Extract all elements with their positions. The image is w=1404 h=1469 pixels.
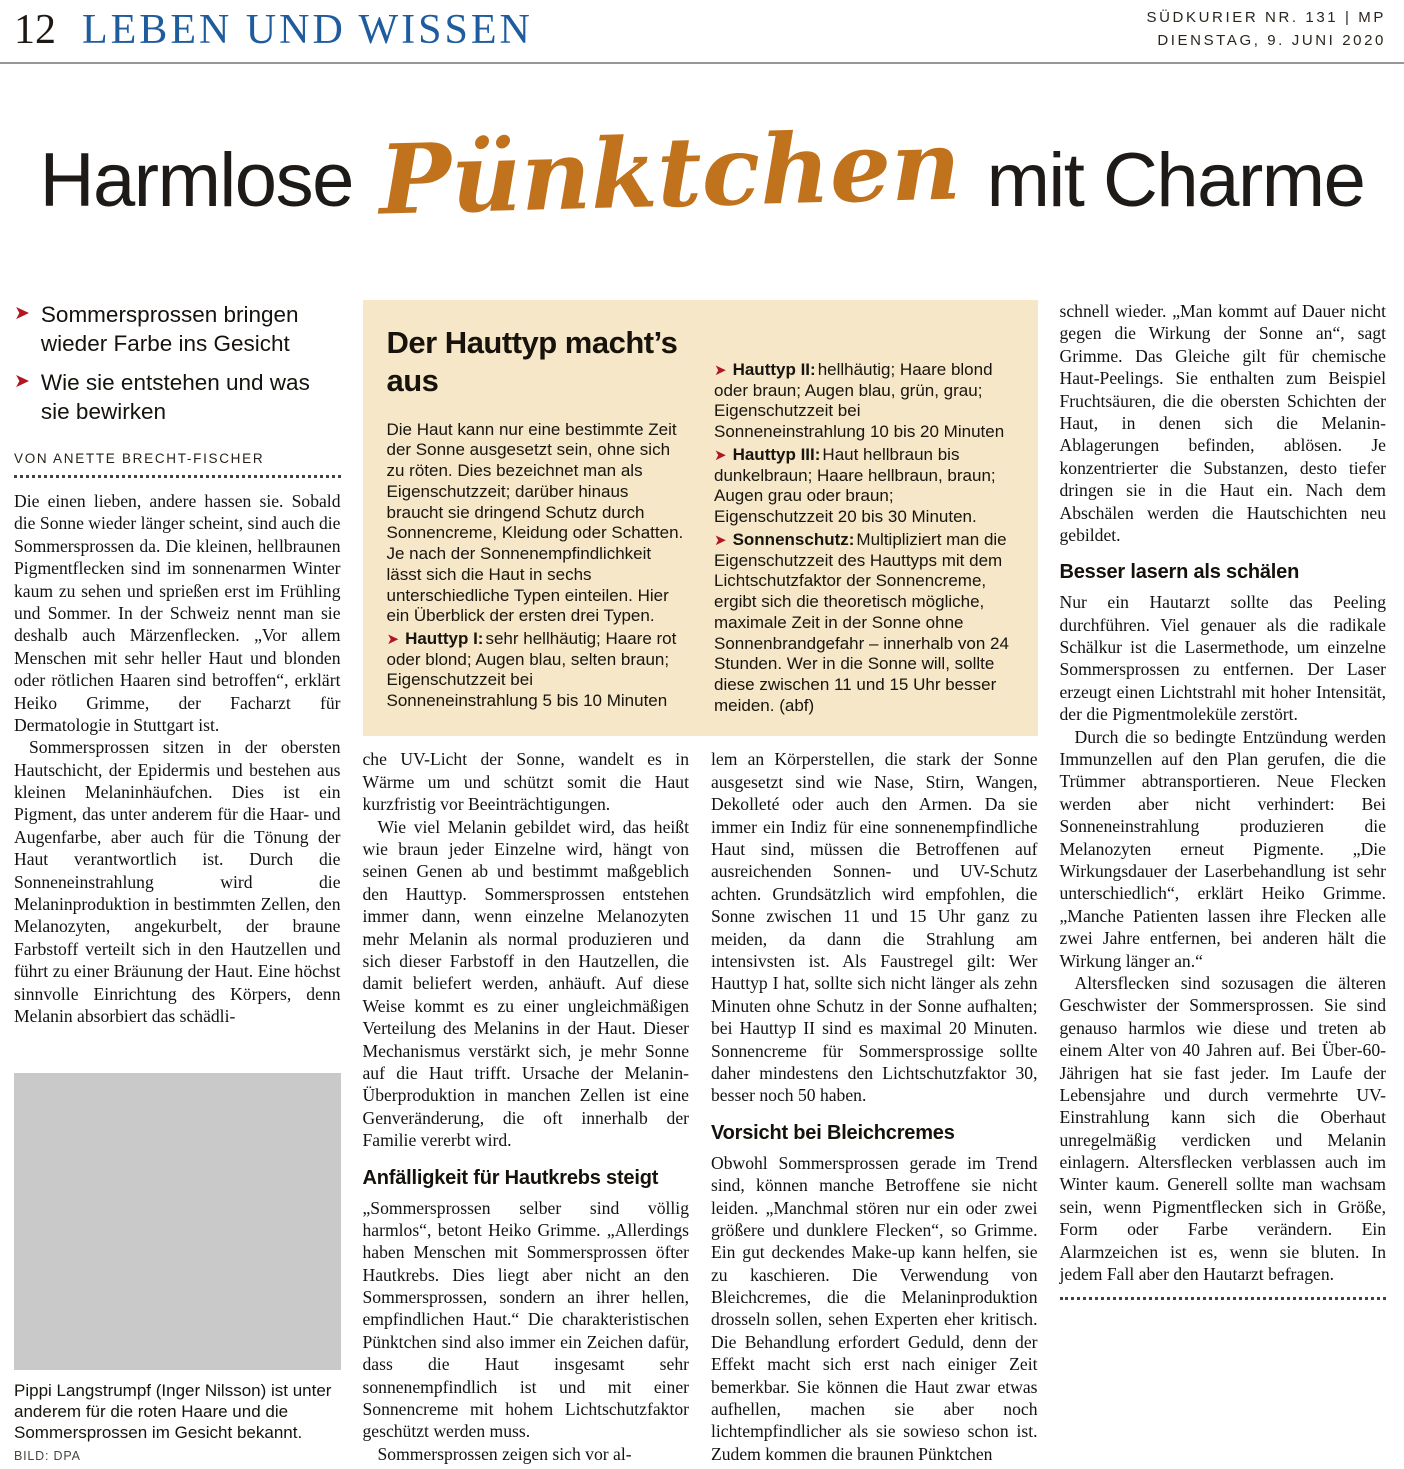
infobox-column-right (714, 324, 1014, 716)
masthead-left (14, 6, 533, 54)
article-photo (14, 1073, 341, 1466)
infobox-item-text: hellhäutig; Haare blond oder braun; Augen blau, grün, grau; Eigenschutzzeit bei Sonneneinstrahlung 10 bis 20 Minuten (714, 360, 1005, 442)
teaser-item (14, 300, 341, 359)
dotted-rule-end (1060, 1297, 1387, 1300)
body-paragraph: Wie viel Melanin gebildet wird, das heißt wie braun jeder Einzelne wird, hängt von seinen Genen ab und bestimmt maßgeblich den Hauttyp. Sommersprossen entstehen immer dann, wenn einzelne Melanozyten mehr Melanin als normal produzieren und sich dieser Farbstoff in den Hautzellen, die damit beliefert werden, anhäuft. Auf diese Weise kommt es zu einer ungleichmäßigen Verteilung des Melanins in der Haut. Dieser Mechanismus verstärkt sich, je mehr Sonne auf die Haut trifft. Ursache der Melanin-Überproduktion in manchen Zellen ist eine Genveränderung, die oft innerhalb der Familie vererbt wird. (362, 816, 689, 1151)
article-body (0, 300, 1404, 1469)
arrow-bullet-icon: ➤ (14, 370, 30, 392)
infobox-item (714, 445, 1014, 528)
caption-text: Pippi Langstrumpf (Inger Nilsson) ist unter anderem für die roten Haare und die Sommersprossen im Gesicht bekannt. (14, 1380, 332, 1443)
dotted-rule (14, 475, 341, 478)
infobox-item-label: Hauttyp III: (732, 444, 821, 464)
issue-line-1: SÜDKURIER NR. 131 | MP (1146, 8, 1386, 26)
infobox-column-left (387, 324, 687, 716)
infobox-hauttyp (363, 300, 1038, 736)
arrow-bullet-icon: ➤ (714, 362, 727, 379)
infobox-intro: Die Haut kann nur eine bestimmte Zeit der Sonne ausgesetzt sein, ohne sich zu röten. Dies bezeichnet man als Eigenschutzzeit; darüber hinaus braucht sie dringend Schutz durch Sonnencreme, Kleidung oder Schatten. Je nach der Sonnenempfindlichkeit lässt sich die Haut in sechs unterschiedliche Typen einteilen. Hier ein Überblick der ersten drei Typen. (386, 419, 684, 626)
arrow-bullet-icon: ➤ (14, 303, 30, 324)
body-paragraph: Sommersprossen sitzen in der obersten Hautschicht, der Epidermis und bestehen aus kleinen Melaninhäufchen. Dies ist ein Pigment, das unter anderem für die Haar- und Augenfarbe, aber auch für die Tönung der Haut verantwortlich ist. Durch die Sonneneinstrahlung wird die Melaninproduktion in bestimmten Zellen, den Melanozyten, angekurbelt, der braune Farbstoff verteilt sich in den Hautzellen und führt zu einer Bräunung der Haut. Eine höchst sinnvolle Einrichtung des Körpers, denn Melanin absorbiert das schädli- (14, 737, 341, 1026)
infobox-item (714, 530, 1014, 717)
teaser-text: Wie sie entstehen und was sie bewirken (40, 369, 310, 424)
teaser-text: Sommersprossen bringen wieder Farbe ins Gesicht (40, 302, 299, 357)
teaser-item (14, 368, 341, 427)
column-4 (1060, 300, 1387, 1465)
arrow-bullet-icon: ➤ (714, 531, 727, 549)
column-3 (711, 748, 1038, 1465)
body-paragraph: Sommersprossen zeigen sich vor al- (377, 1443, 632, 1464)
arrow-bullet-icon: ➤ (714, 446, 727, 464)
issue-info (1147, 6, 1386, 55)
body-paragraph: Durch die so bedingte Entzündung werden Immunzellen auf den Plan gerufen, die die Trümmer abtransportieren. Neue Flecken werden aber nicht verhindert: Bei Sonneneinstrahlung produzieren die Melanozyten erneut Pigmente. „Die Wirkungsdauer der Laserbehandlung ist sehr unterschiedlich“, erklärt Heiko Grimme. „Manche Patienten lassen ihre Flecken alle zwei Jahre entfernen, bei anderen hält die Wirkung länger an.“ (1059, 726, 1386, 971)
infobox-item-text: Multipliziert man die Eigenschutzzeit des Hauttyps mit dem Lichtschutzfaktor der Sonnencreme, ergibt sich die theoretisch mögliche, maximale Zeit in der Sonne ohne Sonnenbrandgefahr – innerhalb von 24 Stunden. Wer in die Sonne will, sollte diese zwischen 11 und 15 Uhr besser meiden. (abf) (714, 529, 1009, 715)
headline-part-1: Harmlose (39, 138, 353, 223)
body-paragraph: Altersflecken sind sozusagen die älteren Geschwister der Sommersprossen. Sie sind genauso harmlos wie diese und treten ab einem Alter von 40 Jahren auf. Bei Über-60-Jährigen hat sie fast jeder. Im Laufe der Lebensjahre und durch vermehrte UV-Einstrahlung kann sich die Oberhaut unregelmäßig verdicken und Melanin einlagern. Altersflecken verblassen auch im Winter kaum. Generell sollte man wachsam sein, wenn Pigmentflecken sich in Größe, Form oder Farbe verändern. Ein Alarmzeichen ist es, wenn sie bluten. In jedem Fall aber den Hautarzt befragen. (1059, 972, 1386, 1285)
masthead (0, 0, 1404, 64)
body-paragraph: schnell wieder. „Man kommt auf Dauer nicht gegen die Wirkung der Sonne an“, sagt Grimme. Das Gleiche gilt für chemische Haut-Peelings. Sie enthalten zum Beispiel Fruchtsäuren, die die obersten Schichten der Haut, in denen sich die Melanin-Ablagerungen befinden, ablösen. Je konzentrierter die Substanzen, desto tiefer dringen sie in die Haut ein. Nach dem Abschälen werden die Hautschichten neu gebildet. (1059, 301, 1386, 545)
photo-caption (14, 1380, 341, 1466)
byline: VON ANETTE BRECHT-FISCHER (14, 451, 265, 466)
article-headline (30, 108, 1374, 284)
infobox-item-label: Hauttyp II: (732, 360, 816, 379)
headline-part-accent: Pünktchen (377, 108, 962, 237)
body-paragraph: Die einen lieben, andere hassen sie. Sobald die Sonne wieder länger scheint, sind auch die Sommersprossen da. Die kleinen, hellbraunen Pigmentflecken sind im sonnenarmen Winter kaum zu sehen und sprießen erst im Frühling und Sommer. In der Schweiz nennt man sie deshalb auch Märzenflecken. „Vor allem Menschen mit sehr heller Haut und blonden oder rötlichen Haaren sind betroffen“, erklärt Heiko Grimme, der Facharzt für Dermatologie in Stuttgart ist. (14, 491, 341, 735)
body-paragraph: lem an Körperstellen, die stark der Sonne ausgesetzt sind wie Nase, Stirn, Wangen, Dekolleté oder auch den Armen. Da sie immer ein Indiz für eine sonnenempfindliche Haut sind, müssen die Betroffenen auf ausreichenden Sonnen- und UV-Schutz achten. Grundsätzlich wird empfohlen, die Sonne zwischen 11 und 15 Uhr ganz zu meiden, da dann die Strahlung am intensivsten ist. Als Faustregel gilt: Wer Hauttyp I hat, sollte sich nicht länger als zehn Minuten ohne Schutz in der Sonne aufhalten; bei Hauttyp II sind es maximal 20 Minuten. Sonnencreme für Sommersprossige sollte daher mindestens den Lichtschutzfaktor 30, besser noch 50 haben. (711, 749, 1038, 1106)
subhead-bleichcremes: Vorsicht bei Bleichcremes (711, 1121, 955, 1144)
section-title: LEBEN UND WISSEN (82, 7, 533, 53)
infobox-item (714, 360, 1014, 443)
page-number: 12 (14, 7, 56, 53)
subhead-hautkrebs: Anfälligkeit für Hautkrebs steigt (362, 1166, 659, 1189)
infobox-columns (387, 324, 1014, 716)
infobox-item-text: Haut hellbraun bis dunkelbraun; Haare hellbraun, braun; Augen grau oder braun; Eigenschutzzeit 20 bis 30 Minuten. (714, 444, 996, 527)
infobox-item-text: sehr hellhäutig; Haare rot oder blond; Augen blau, selten braun; Eigenschutzzeit bei Sonneneinstrahlung 5 bis 10 Minuten (386, 628, 677, 711)
infobox-item-label: Sonnenschutz: (732, 529, 855, 549)
infobox-title: Der Hauttyp macht’s aus (386, 325, 678, 398)
headline-part-2: mit Charme (986, 138, 1365, 223)
photo-credit: BILD: DPA (14, 1448, 81, 1463)
photo-placeholder (14, 1073, 341, 1370)
body-paragraph: che UV-Licht der Sonne, wandelt es in Wärme um und schützt somit die Haut kurzfristig vor Beeinträchtigungen. (362, 749, 689, 815)
infobox-item-label: Hauttyp I: (405, 628, 484, 648)
arrow-bullet-icon: ➤ (386, 630, 400, 648)
body-paragraph: Obwohl Sommersprossen gerade im Trend sind, können manche Betroffene sie nicht leiden. „Manchmal stören nur ein oder zwei größere und dunklere Flecken“, so Grimme. Ein gut deckendes Make-up kann helfen, sie zu kaschieren. Die Verwendung von Bleichcremes, die die Melaninproduktion drosseln sollen, sehen Experten eher kritisch. Die Behandlung erfordert Geduld, denn der Effekt macht sich erst nach einiger Zeit bemerkbar. Sie können die Haut zwar etwas aufhellen, machen sie aber noch lichtempfindlicher als sie sowieso schon ist. Zudem kommen die braunen Pünktchen (711, 1152, 1038, 1464)
teaser-list (14, 300, 341, 435)
infobox-item (387, 629, 687, 712)
column-2 (363, 748, 690, 1465)
issue-line-2: DIENSTAG, 9. JUNI 2020 (1157, 31, 1386, 49)
subhead-lasern: Besser lasern als schälen (1059, 561, 1300, 584)
column-1 (14, 300, 341, 1465)
body-paragraph: „Sommersprossen selber sind völlig harmlos“, betont Heiko Grimme. „Allerdings haben Menschen mit Sommersprossen öfter Hautkrebs. Dies liegt aber nicht an den Sommersprossen, sondern an ihrer hellen, empfindlichen Haut.“ Die charakteristischen Pünktchen sind also immer ein Zeichen dafür, dass die Haut insgesamt sehr sonnenempfindlich ist und mit einer Sonnencreme mit hohem Lichtschutzfaktor geschützt werden muss. (362, 1197, 689, 1442)
column-1-text (14, 490, 341, 1027)
body-paragraph: Nur ein Hautarzt sollte das Peeling durchführen. Viel genauer als die radikale Schälkur ist die Lasermethode, um einzelne Sommersprossen zu entfernen. Der Laser erzeugt einen Lichtstrahl mit hoher Intensität, der die Pigmentmoleküle zerstört. (1059, 592, 1386, 725)
